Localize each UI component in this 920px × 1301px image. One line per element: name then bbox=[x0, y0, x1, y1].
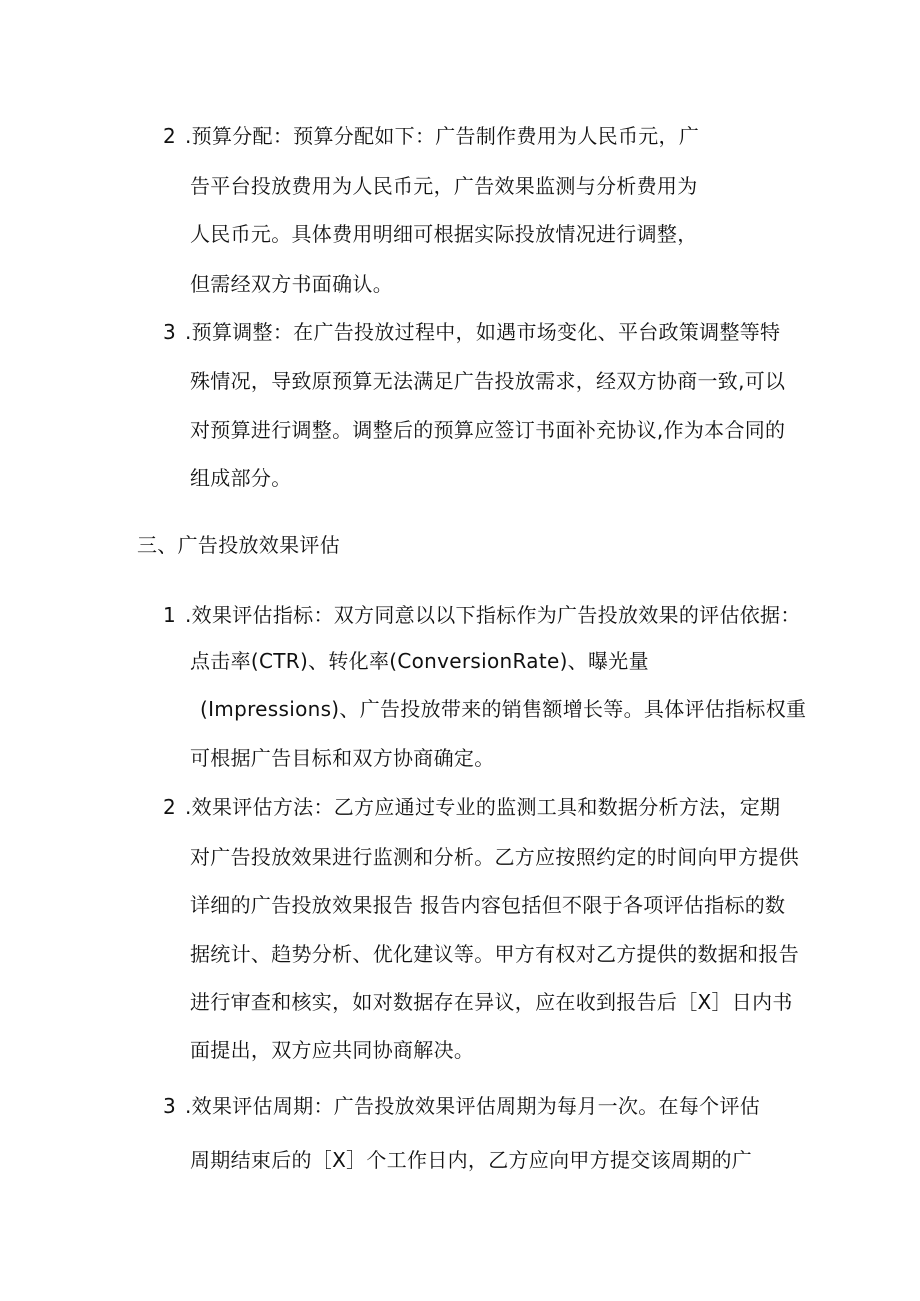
item-text-line: 进行审查和核实，如对数据存在异议，应在收到报告后［X］日内书 bbox=[190, 990, 793, 1014]
item-text-line: 面提出，双方应共同协商解决。 bbox=[190, 1038, 475, 1062]
item-text-line: 可根据广告目标和双方协商确定。 bbox=[190, 746, 495, 770]
item-text-line: .预算调整：在广告投放过程中，如遇市场变化、平台政策调整等特 bbox=[185, 320, 781, 344]
item-text-line: .效果评估方法：乙方应通过专业的监测工具和数据分析方法，定期 bbox=[185, 795, 781, 819]
item-text-line: .效果评估周期：广告投放效果评估周期为每月一次。在每个评估 bbox=[185, 1094, 761, 1118]
item-text-line: .效果评估指标：双方同意以以下指标作为广告投放效果的评估依据： bbox=[185, 603, 801, 627]
item-text-line: 据统计、趋势分析、优化建议等。甲方有权对乙方提供的数据和报告 bbox=[190, 942, 799, 966]
item-text-line: .预算分配：预算分配如下：广告制作费用为人民币元，广 bbox=[185, 124, 700, 148]
item-text-line: 告平台投放费用为人民币元，广告效果监测与分析费用为 bbox=[190, 174, 698, 198]
item-text-line: 详细的广告投放效果报告 报告内容包括但不限于各项评估指标的数 bbox=[190, 893, 786, 917]
item-text-line: 殊情况，导致原预算无法满足广告投放需求，经双方协商一致,可以 bbox=[190, 369, 786, 393]
item-number: 3 bbox=[163, 1094, 176, 1118]
item-text-line: 点击率(CTR)、转化率(ConversionRate)、曝光量 bbox=[190, 649, 649, 673]
item-number: 2 bbox=[163, 795, 176, 819]
item-number: 1 bbox=[163, 603, 176, 627]
item-number: 3 bbox=[163, 320, 176, 344]
item-text-line: 人民币元。具体费用明细可根据实际投放情况进行调整， bbox=[190, 222, 698, 246]
item-text-line: 周期结束后的［X］个工作日内，乙方应向甲方提交该周期的广 bbox=[190, 1148, 753, 1172]
item-text-line: (Impressions)、广告投放带来的销售额增长等。具体评估指标权重 bbox=[200, 697, 807, 721]
section-heading: 三、广告投放效果评估 bbox=[137, 533, 340, 557]
item-text-line: 但需经双方书面确认。 bbox=[190, 272, 393, 296]
item-number: 2 bbox=[163, 124, 176, 148]
item-text-line: 对预算进行调整。调整后的预算应签订书面补充协议,作为本合同的 bbox=[190, 418, 786, 442]
item-text-line: 组成部分。 bbox=[190, 466, 292, 490]
item-text-line: 对广告投放效果进行监测和分析。乙方应按照约定的时间向甲方提供 bbox=[190, 845, 799, 869]
